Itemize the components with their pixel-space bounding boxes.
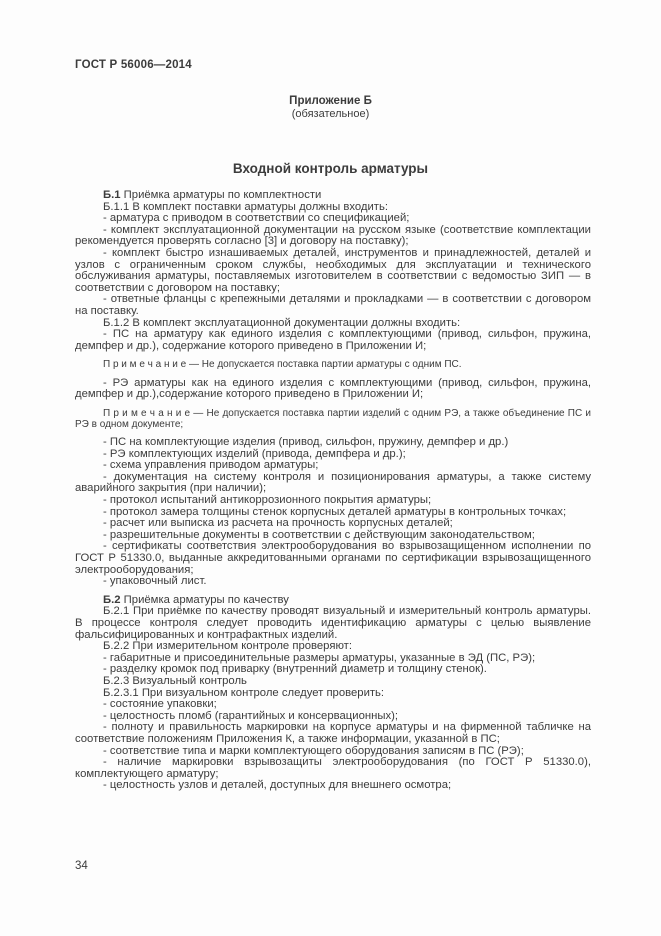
- paragraph: - разделку кромок под приварку (внутренний диаметр и толщину стенок).: [103, 663, 487, 676]
- appendix-block: [0, 95, 661, 121]
- paragraph: - наличие маркировки взрывозащиты электрооборудования (по ГОСТ Р 51330.0), комплектующего арматуру;: [75, 756, 591, 780]
- paragraph: - ПС на комплектующие изделия (привод, сильфон, пружину, демпфер и др.): [103, 436, 509, 449]
- paragraph: Б.2.2 При измерительном контроле проверяют:: [103, 640, 352, 653]
- paragraph: - целостность узлов и деталей, доступных для внешнего осмотра;: [103, 779, 452, 792]
- note-paragraph: П р и м е ч а н и е — Не допускается поставка партии изделий с одним РЭ, а также объединение ПС и РЭ в одном документе;: [75, 407, 591, 430]
- paragraph: - целостность пломб (гарантийных и консервационных);: [103, 709, 398, 722]
- paragraph: - ответные фланцы с крепежными деталями и прокладками — в соответствии с договором на поставку.: [75, 293, 591, 317]
- paragraph: - протокол замера толщины стенок корпусных деталей арматуры в контрольных точках;: [103, 505, 567, 518]
- paragraph: - состояние упаковки;: [103, 698, 217, 711]
- clause-number: Б.2: [103, 593, 121, 606]
- paragraph: - комплект эксплуатационной документации на русском языке (соответствие комплектации рекомендуется проверять согласно [3] и договору на поставку);: [75, 223, 591, 248]
- paragraph: - соответствие типа и марки комплектующего оборудования записям в ПС (РЭ);: [103, 744, 524, 757]
- paragraph: Б.2.3.1 При визуальном контроле следует проверить:: [103, 686, 385, 699]
- paragraph: - габаритные и присоединительные размеры арматуры, указанные в ЭД (ПС, РЭ);: [103, 651, 536, 664]
- paragraph: - расчет или выписка из расчета на прочность корпусных деталей;: [103, 517, 453, 530]
- paragraph: - арматура с приводом в соответствии со спецификацией;: [103, 212, 410, 225]
- paragraph: Б.1.1 В комплект поставки арматуры должны входить:: [103, 200, 388, 213]
- paragraph: - документация на систему контроля и позиционирования арматуры, а также систему аварийного закрытия (при наличии);: [75, 470, 591, 495]
- paragraph: - сертификаты соответствия электрооборудования во взрывозащищенном исполнении по ГОСТ Р 51330.0, выданные аккредитованными органами по сертификации взрывозащищенного электрооборудования;: [75, 540, 591, 576]
- document-body: [75, 190, 591, 792]
- paragraph: - протокол испытаний антикоррозионного покрытия арматуры;: [103, 494, 432, 507]
- paragraph: Б.1.2 В комплект эксплуатационной документации должны входить:: [103, 316, 461, 329]
- paragraph: - РЭ комплектующих изделий (привода, демпфера и др.);: [103, 447, 406, 460]
- appendix-label: Приложение Б: [289, 95, 372, 107]
- section-heading: Б.1 Приёмка арматуры по комплектности: [103, 189, 322, 201]
- paragraph: Б.2.3 Визуальный контроль: [103, 674, 247, 687]
- document-number: ГОСТ Р 56006—2014: [75, 59, 192, 71]
- clause-number: Б.1: [103, 189, 121, 201]
- note-paragraph: П р и м е ч а н и е — Не допускается поставка партии арматуры с одним ПС.: [103, 359, 462, 371]
- paragraph: - полноту и правильность маркировки на корпусе арматуры и на фирменной табличке на соответствие положениям Приложения К, а также информации, указанной в ПС;: [75, 721, 591, 745]
- paragraph: - упаковочный лист.: [103, 575, 207, 588]
- appendix-kind-label: (обязательное): [291, 108, 370, 120]
- paragraph: Б.2.1 При приёмке по качеству проводят визуальный и измерительный контроль арматуры. В процессе контроля следует проводить идентификацию арматуры с целью выявление фальсифицированных и контрафактных изделий.: [75, 605, 591, 641]
- paragraph: - разрешительные документы в соответствии с действующим законодательством;: [103, 528, 535, 541]
- paragraph: - РЭ арматуры как на единого изделия с комплектующими (привод, сильфон, пружина, демпфер и др.),содержание которого приведено в Приложении И;: [75, 376, 591, 401]
- section-heading: Б.2 Приёмка арматуры по качеству: [103, 593, 289, 606]
- page-title: Входной контроль арматуры: [232, 161, 429, 176]
- paragraph: - схема управления приводом арматуры;: [103, 459, 319, 472]
- page-number: 34: [75, 860, 88, 872]
- paragraph: - комплект быстро изнашиваемых деталей, инструментов и принадлежностей, деталей и узлов с ограниченным сроком службы, необходимых для эксплуатации и технического обслуживания арматуры, поставляемых изготовителем в соответствии с ведомостью ЗИП — в соответствии с договором на поставку;: [75, 246, 591, 294]
- paragraph: - ПС на арматуру как единого изделия с комплектующими (привод, сильфон, пружина, демпфер и др.), содержание которого приведено в Приложении И;: [75, 328, 591, 352]
